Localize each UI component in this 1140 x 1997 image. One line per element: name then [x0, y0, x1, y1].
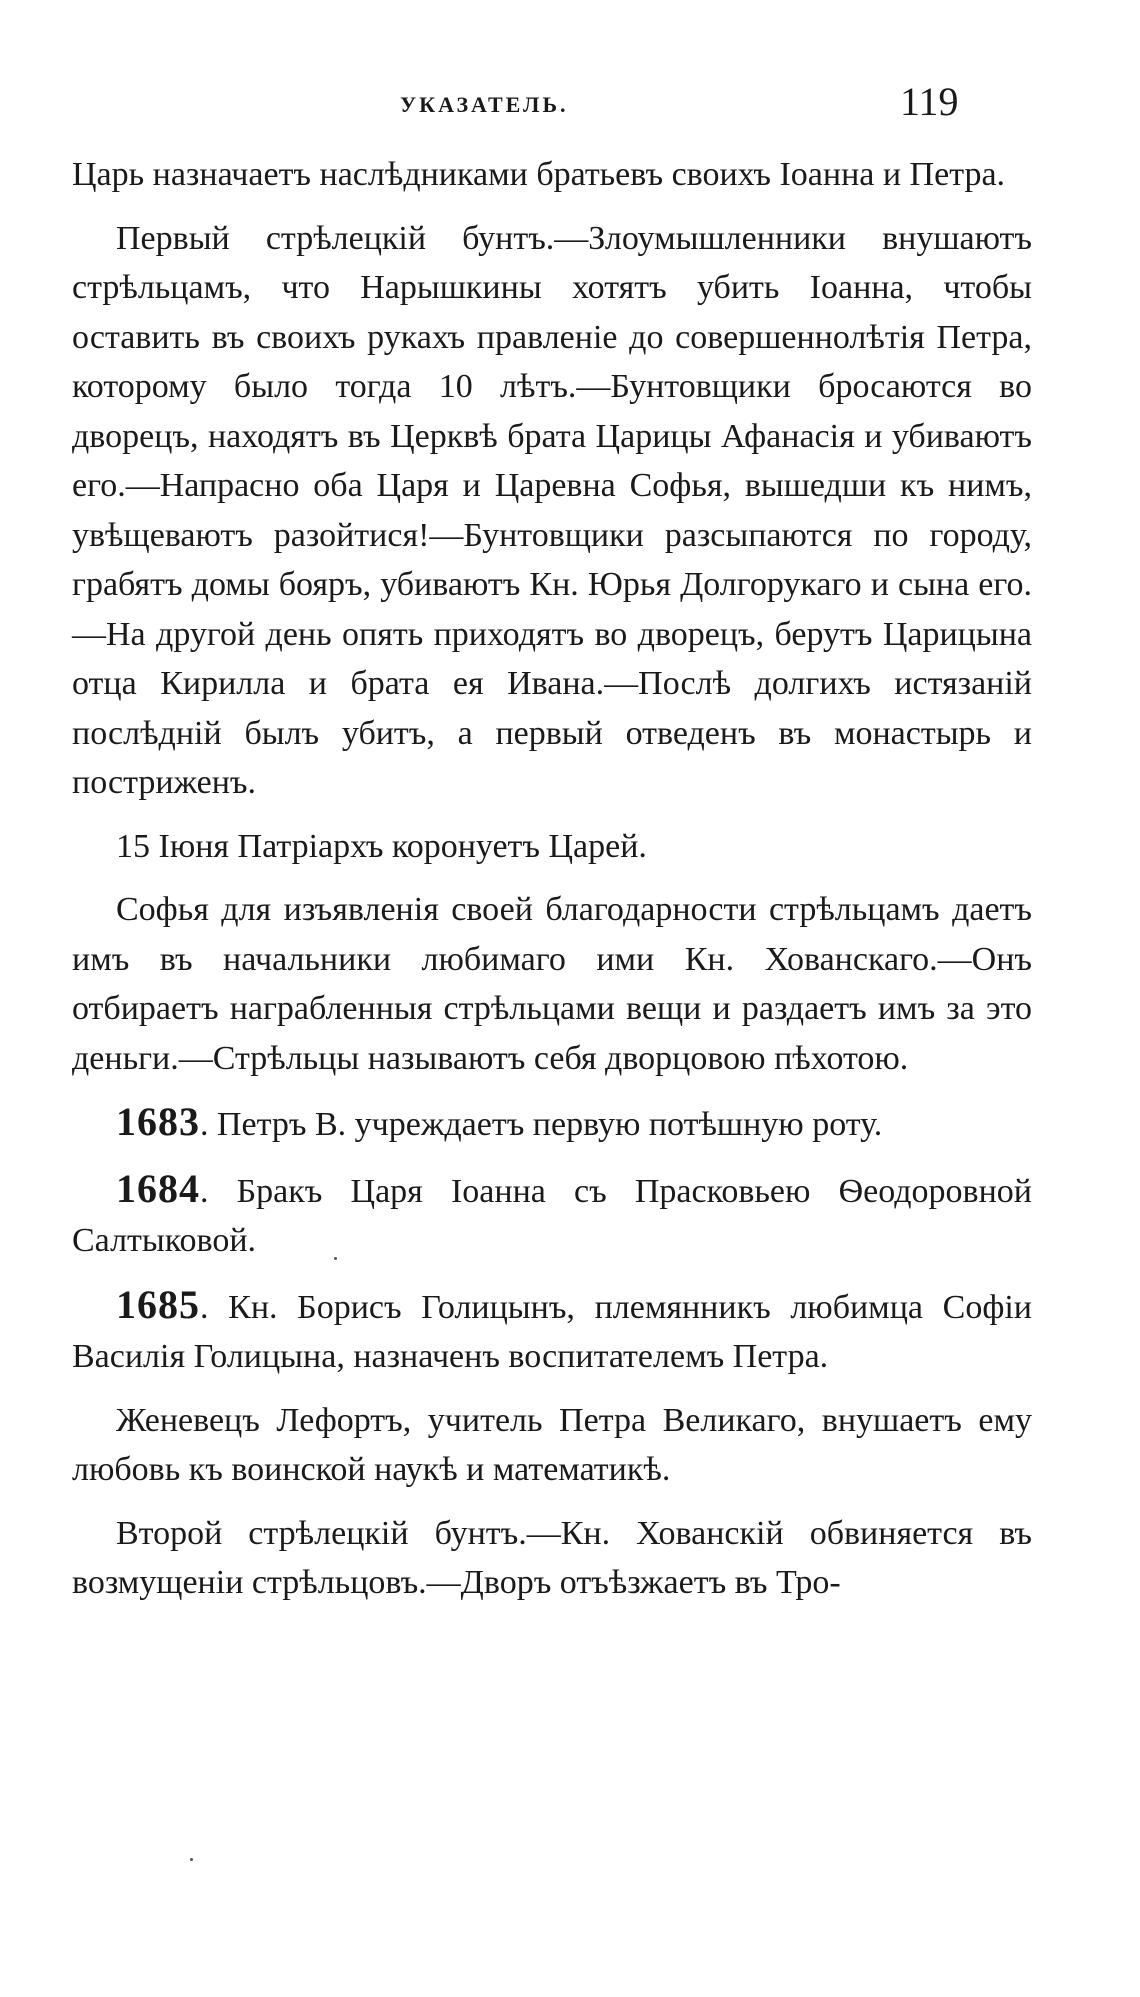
entry-text: . Бракъ Царя Іоанна съ Прасковьею Ѳеодоровной Салтыковой. — [72, 1172, 1032, 1259]
index-entry-first-streltsy-revolt — [72, 214, 1032, 808]
entry-text: 15 Іюня Патріархъ коронуетъ Царей. — [116, 827, 647, 865]
index-entry-1684 — [72, 1164, 1032, 1266]
index-entry-lefort — [72, 1396, 1032, 1495]
entry-text: Софья для изъявленія своей благодарности стрѣльцамъ даетъ имъ въ начальники любимаго ими Кн. Хованскаго.—Онъ отбираетъ награбленныя стрѣльцами вещи и раздаетъ имъ за это деньги.—Стрѣльцы называютъ себя дворцовою пѣхотою. — [72, 891, 1032, 1077]
entry-text: Женевецъ Лефортъ, учитель Петра Великаго, внушаетъ ему любовь къ воинской наукѣ и математикѣ. — [72, 1401, 1032, 1488]
entry-text: Второй стрѣлецкій бунтъ.—Кн. Хованскій обвиняется въ возмущеніи стрѣльцовъ.—Дворъ отъѣзжаетъ въ Тро- — [72, 1514, 1032, 1601]
entry-text: Царь назначаетъ наслѣдниками братьевъ своихъ Іоанна и Петра. — [72, 156, 1006, 193]
index-entry-khovansky-appointment — [72, 885, 1032, 1083]
entry-text: . Кн. Борисъ Голицынъ, племянникъ любимца Софіи Василія Голицына, назначенъ воспитателемъ Петра. — [72, 1288, 1032, 1375]
entry-year: 1683 — [116, 1099, 200, 1144]
entry-text: Первый стрѣлецкій бунтъ.—Злоумышленники внушаютъ стрѣльцамъ, что Нарышкины хотятъ убить Іоанна, чтобы оставить въ своихъ рукахъ правленіе до совершеннолѣтія Петра, которому было тогда 10 лѣтъ.—Бунтовщики бросаются во дворецъ, находятъ въ Церквѣ брата Царицы Афанасія и убиваютъ его.—Напрасно оба Царя и Царевна Софья, вышедши къ нимъ, увѣщеваютъ разойтися!—Бунтовщики разсыпаются по городу, грабятъ домы бояръ, убиваютъ Кн. Юрья Долгорукаго и сына его.—На другой день опять приходятъ во дворецъ, берутъ Царицына отца Кирилла и брата ея Ивана.—Послѣ долгихъ истязаній послѣдній былъ убитъ, а первый отведенъ въ монастырь и постриженъ. — [72, 219, 1032, 801]
index-entry-coronation — [72, 822, 1032, 872]
print-speck — [334, 1257, 337, 1260]
index-entry-1683 — [72, 1097, 1032, 1150]
index-entry-second-streltsy-revolt — [72, 1509, 1032, 1608]
entry-year: 1684 — [116, 1165, 200, 1211]
entry-text: . Петръ В. учреждаетъ первую потѣшную роту. — [200, 1106, 883, 1143]
index-entry-succession — [72, 150, 1032, 200]
entry-year: 1685 — [116, 1281, 200, 1327]
running-title: УКАЗАТЕЛЬ. — [400, 92, 569, 117]
index-entry-1685 — [72, 1280, 1032, 1382]
page-number: 119 — [900, 79, 959, 124]
print-speck — [190, 1858, 193, 1861]
index-body — [72, 150, 1032, 1622]
